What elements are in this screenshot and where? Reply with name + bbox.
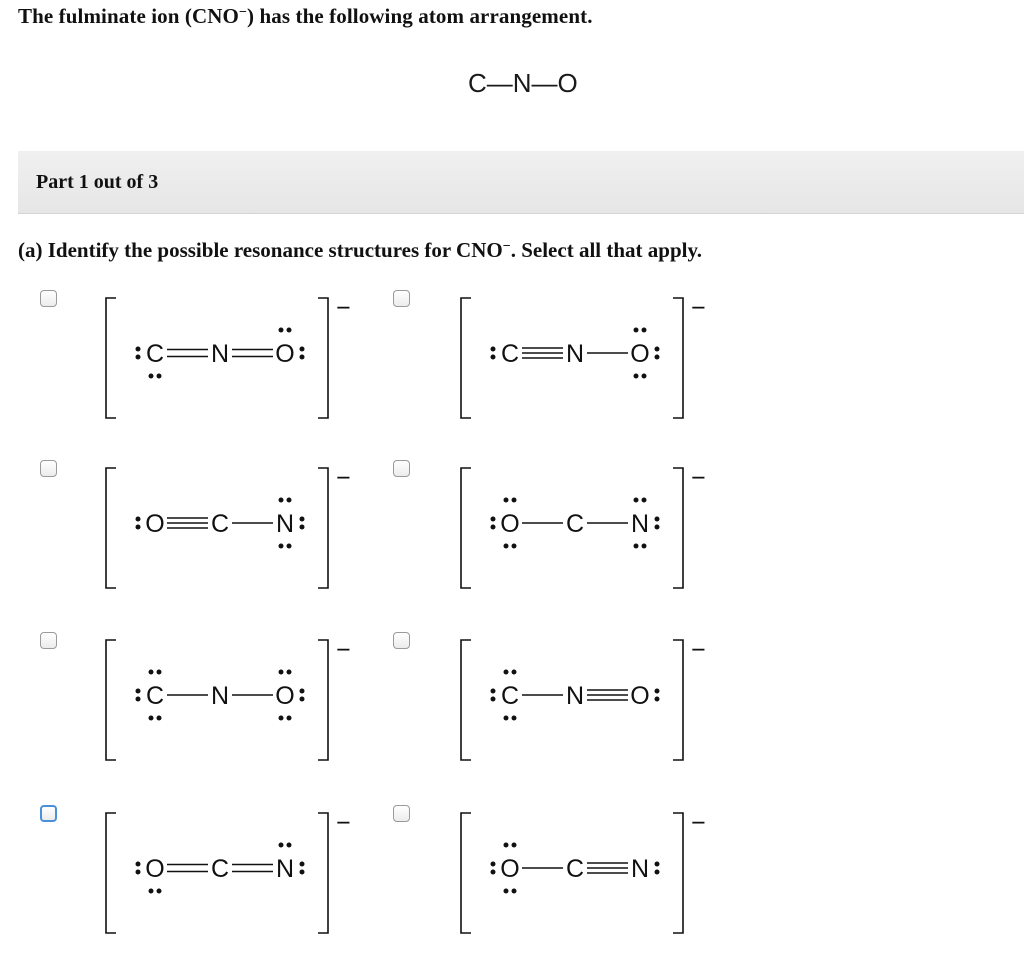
bracket-left [106, 468, 116, 588]
lone-pair-dot [491, 517, 496, 522]
lone-pair-dot [512, 889, 517, 894]
option-8-checkbox[interactable] [393, 805, 410, 822]
bracket-right [673, 298, 683, 418]
lone-pair-dot [157, 374, 162, 379]
atom-label: N [275, 855, 295, 883]
lone-pair-dot [279, 498, 284, 503]
question-prompt [18, 238, 702, 263]
bracket-left [461, 640, 471, 760]
bracket-left [106, 640, 116, 760]
atom-label: O [145, 510, 165, 538]
lone-pair-dot [491, 689, 496, 694]
lone-pair-dot [642, 498, 647, 503]
lone-pair-dot [136, 347, 141, 352]
lone-pair-dot [287, 843, 292, 848]
lone-pair-dot [655, 870, 660, 875]
option-7-checkbox[interactable] [40, 805, 57, 822]
lone-pair-dot [287, 498, 292, 503]
lone-pair-dot [300, 347, 305, 352]
option-4-structure [455, 460, 715, 600]
lone-pair-dot [491, 870, 496, 875]
lone-pair-dot [279, 670, 284, 675]
charge-label: − [336, 636, 351, 664]
lone-pair-dot [136, 862, 141, 867]
lone-pair-dot [300, 355, 305, 360]
atom-label: N [565, 682, 585, 710]
atom-label: N [210, 340, 230, 368]
lone-pair-dot [655, 347, 660, 352]
lone-pair-dot [491, 697, 496, 702]
lone-pair-dot [136, 355, 141, 360]
lone-pair-dot [287, 716, 292, 721]
lone-pair-dot [512, 498, 517, 503]
part-header [18, 151, 1024, 214]
charge-label: − [336, 294, 351, 322]
atom-label: C [145, 682, 165, 710]
option-3-structure [100, 460, 360, 600]
charge-label: − [691, 809, 706, 837]
lone-pair-dot [149, 374, 154, 379]
atom-arrangement: C—N—O [468, 68, 578, 98]
atom-label: N [630, 510, 650, 538]
option-1-structure [100, 290, 360, 430]
atom-label: O [630, 682, 650, 710]
lone-pair-dot [300, 862, 305, 867]
lone-pair-dot [279, 716, 284, 721]
atom-label: O [275, 340, 295, 368]
lone-pair-dot [504, 544, 509, 549]
lone-pair-dot [300, 517, 305, 522]
option-5-structure [100, 632, 360, 772]
lone-pair-dot [279, 328, 284, 333]
bracket-left [106, 813, 116, 933]
lone-pair-dot [300, 870, 305, 875]
lone-pair-dot [655, 525, 660, 530]
lone-pair-dot [149, 670, 154, 675]
lone-pair-dot [504, 670, 509, 675]
atom-label: C [145, 340, 165, 368]
lone-pair-dot [491, 862, 496, 867]
lone-pair-dot [136, 525, 141, 530]
option-8-structure [455, 805, 715, 945]
lone-pair-dot [157, 716, 162, 721]
lone-pair-dot [634, 544, 639, 549]
atom-label: O [500, 510, 520, 538]
bracket-right [318, 298, 328, 418]
atom-label: N [630, 855, 650, 883]
lone-pair-dot [504, 843, 509, 848]
lone-pair-dot [504, 889, 509, 894]
option-2-checkbox[interactable] [393, 290, 410, 307]
atom-label: N [565, 340, 585, 368]
option-6-checkbox[interactable] [393, 632, 410, 649]
bracket-left [461, 468, 471, 588]
intro-text: The fulminate ion (CNO [18, 4, 239, 28]
lone-pair-dot [300, 689, 305, 694]
bracket-right [318, 640, 328, 760]
option-2-structure [455, 290, 715, 430]
part-label: Part 1 out of 3 [36, 171, 159, 193]
charge-superscript: − [502, 239, 511, 254]
lone-pair-dot [300, 525, 305, 530]
lone-pair-dot [504, 498, 509, 503]
lone-pair-dot [491, 355, 496, 360]
prompt-text-end: . Select all that apply. [510, 238, 703, 262]
question-intro [18, 4, 593, 29]
lone-pair-dot [512, 670, 517, 675]
bracket-left [461, 813, 471, 933]
lone-pair-dot [287, 544, 292, 549]
atom-label: O [630, 340, 650, 368]
charge-superscript: − [238, 5, 248, 20]
atom-label: C [500, 340, 520, 368]
lone-pair-dot [136, 697, 141, 702]
intro-text-end: ) has the following atom arrangement. [247, 4, 593, 28]
lone-pair-dot [491, 347, 496, 352]
atom-label: C [500, 682, 520, 710]
atom-label: N [210, 682, 230, 710]
bracket-right [318, 468, 328, 588]
lone-pair-dot [655, 355, 660, 360]
lone-pair-dot [642, 544, 647, 549]
lone-pair-dot [512, 716, 517, 721]
lone-pair-dot [279, 843, 284, 848]
bracket-right [673, 640, 683, 760]
lone-pair-dot [157, 670, 162, 675]
charge-label: − [336, 464, 351, 492]
atom-label: C [210, 855, 230, 883]
lone-pair-dot [157, 889, 162, 894]
lone-pair-dot [287, 670, 292, 675]
lone-pair-dot [136, 870, 141, 875]
charge-label: − [691, 294, 706, 322]
lone-pair-dot [512, 544, 517, 549]
option-4-checkbox[interactable] [393, 460, 410, 477]
lone-pair-dot [655, 697, 660, 702]
option-3-checkbox[interactable] [40, 460, 57, 477]
bracket-right [673, 468, 683, 588]
lone-pair-dot [279, 544, 284, 549]
lone-pair-dot [634, 328, 639, 333]
lone-pair-dot [136, 517, 141, 522]
atom-label: N [275, 510, 295, 538]
bracket-right [318, 813, 328, 933]
option-1-checkbox[interactable] [40, 290, 57, 307]
prompt-text: (a) Identify the possible resonance structures for CNO [18, 238, 503, 262]
lone-pair-dot [300, 697, 305, 702]
lone-pair-dot [634, 498, 639, 503]
bracket-right [673, 813, 683, 933]
lone-pair-dot [149, 889, 154, 894]
lone-pair-dot [655, 689, 660, 694]
option-7-structure [100, 805, 360, 945]
lone-pair-dot [655, 862, 660, 867]
lone-pair-dot [504, 716, 509, 721]
lone-pair-dot [149, 716, 154, 721]
option-5-checkbox[interactable] [40, 632, 57, 649]
atom-label: C [565, 855, 585, 883]
lone-pair-dot [655, 517, 660, 522]
bracket-left [106, 298, 116, 418]
atom-label: C [210, 510, 230, 538]
atom-label: O [275, 682, 295, 710]
bracket-left [461, 298, 471, 418]
charge-label: − [336, 809, 351, 837]
lone-pair-dot [642, 328, 647, 333]
lone-pair-dot [512, 843, 517, 848]
lone-pair-dot [634, 374, 639, 379]
option-6-structure [455, 632, 715, 772]
lone-pair-dot [287, 328, 292, 333]
atom-label: C [565, 510, 585, 538]
lone-pair-dot [136, 689, 141, 694]
atom-label: O [500, 855, 520, 883]
atom-label: O [145, 855, 165, 883]
charge-label: − [691, 464, 706, 492]
charge-label: − [691, 636, 706, 664]
lone-pair-dot [642, 374, 647, 379]
lone-pair-dot [491, 525, 496, 530]
